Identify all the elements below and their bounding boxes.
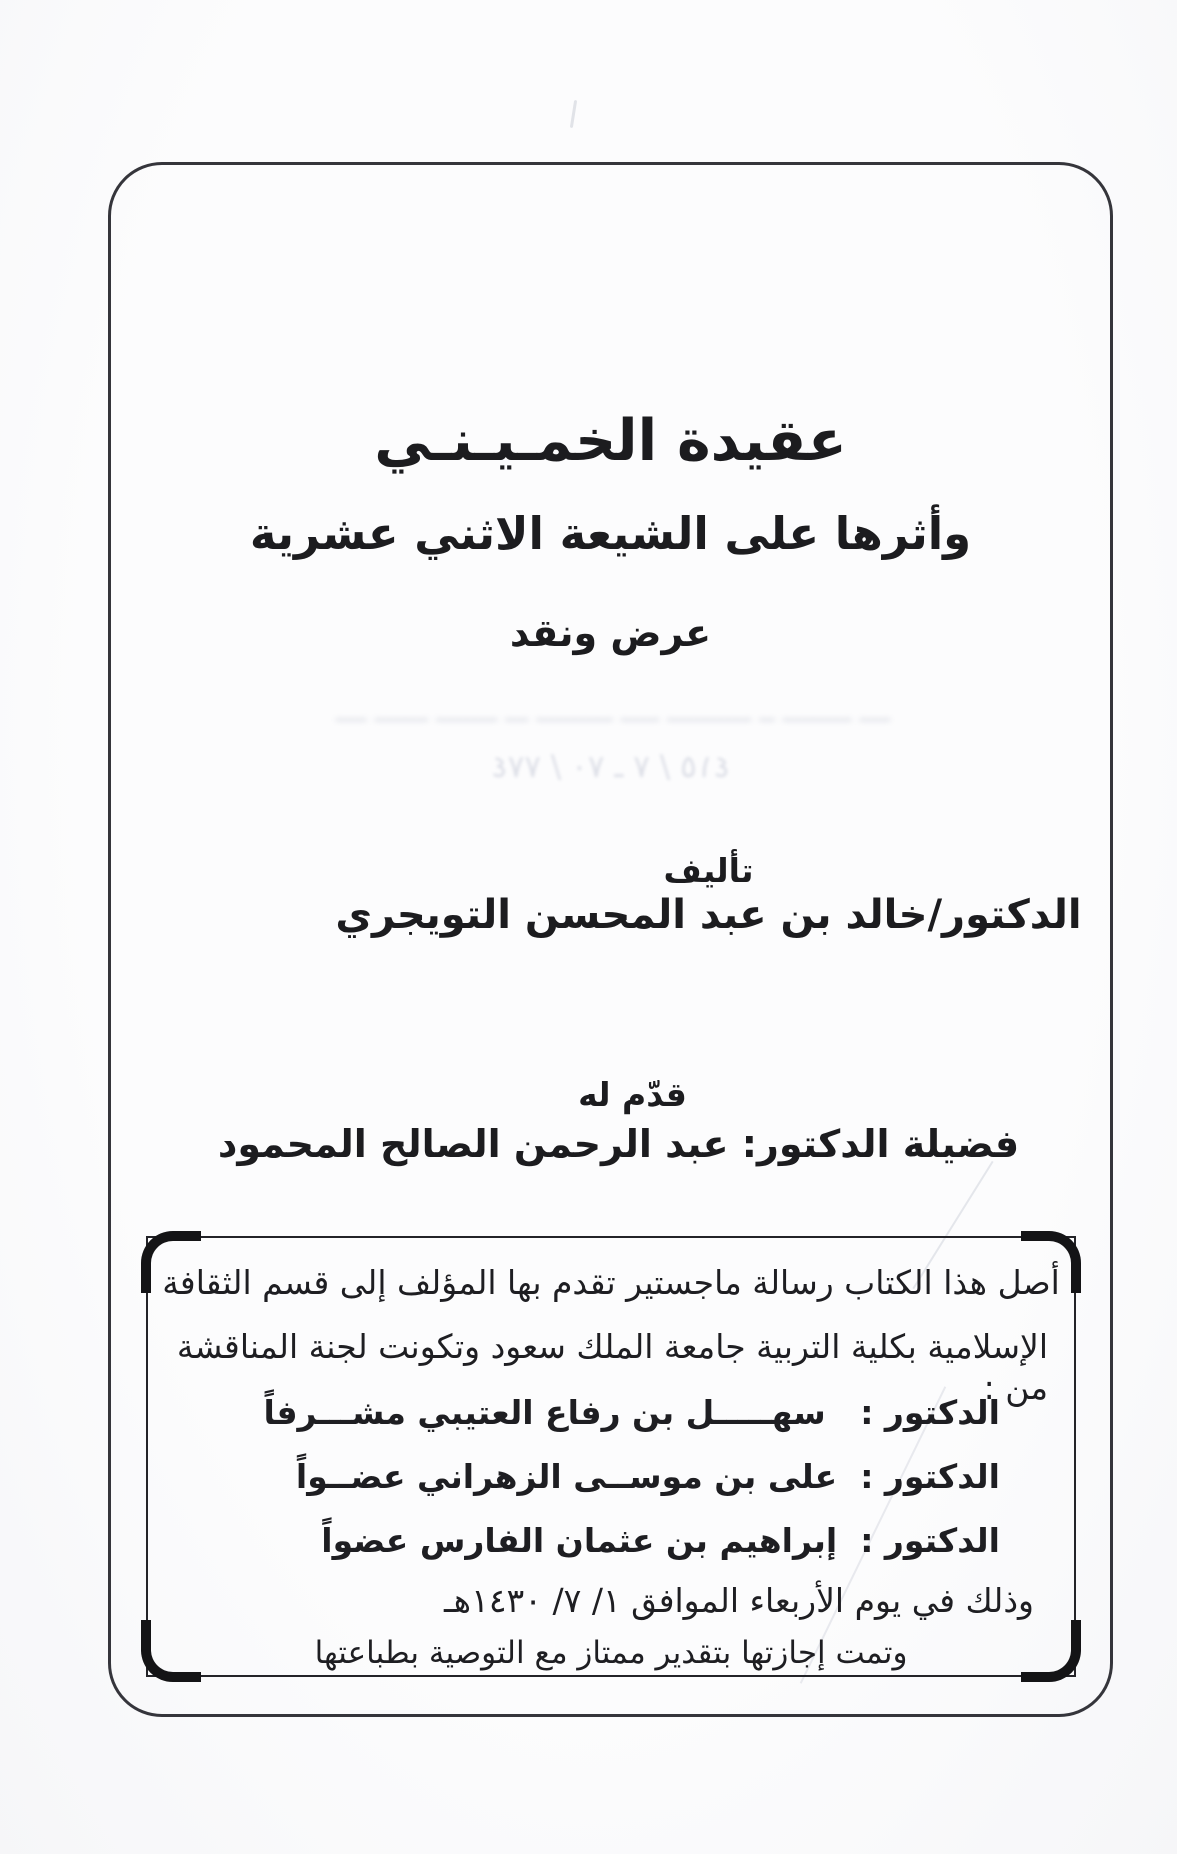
author-name: الدكتور/خالد بن عبد المحسن التويجري (335, 892, 1082, 938)
thesis-line-date: وذلك في يوم الأربعاء الموافق ١/ ٧/ ١٤٣٠هـ (444, 1581, 1034, 1620)
book-subtitle: وأثرها على الشيعة الاثني عشرية (249, 507, 972, 560)
thesis-line-supervisor: الدكتور : سهـــــل بن رفاع العتيبي مشـــرفاً (263, 1393, 1000, 1432)
thesis-line-member-1: الدكتور : على بن موســى الزهراني عضــواً (295, 1457, 1000, 1496)
thesis-line-member-2: الدكتور : إبراهيم بن عثمان الفارس عضواً (321, 1521, 1000, 1560)
author-label: تأليف (663, 851, 754, 890)
genre-note: عرض ونقد (509, 611, 712, 655)
thesis-line: أصل هذا الكتاب رسالة ماجستير تقدم بها المؤلف إلى قسم الثقافة (162, 1263, 1060, 1302)
show-through-numbers: ٧٧٤ / ٧٠ ـ ٧ / ٤١٥ (491, 749, 730, 785)
thesis-line: الإسلامية بكلية التربية جامعة الملك سعود وتكونت لجنة المناقشة من : (166, 1327, 1048, 1408)
show-through-band: ــــ ـــــــــ ــ ـــــــــــ ـــــ ــــــــــ ـــ ــــــــ ـــــــ ــــ (335, 698, 891, 728)
page-border-frame (108, 162, 1113, 1717)
foreword-label: قدّم له (578, 1075, 687, 1114)
thesis-note-box (146, 1236, 1076, 1677)
book-title: عقيدة الخمـيـنـي (374, 408, 847, 474)
thesis-line-result: وتمت إجازتها بتقدير ممتاز مع التوصية بطباعتها (314, 1635, 908, 1671)
stray-pen-mark (570, 100, 577, 128)
foreword-name: فضيلة الدكتور: عبد الرحمن الصالح المحمود (217, 1122, 1020, 1166)
